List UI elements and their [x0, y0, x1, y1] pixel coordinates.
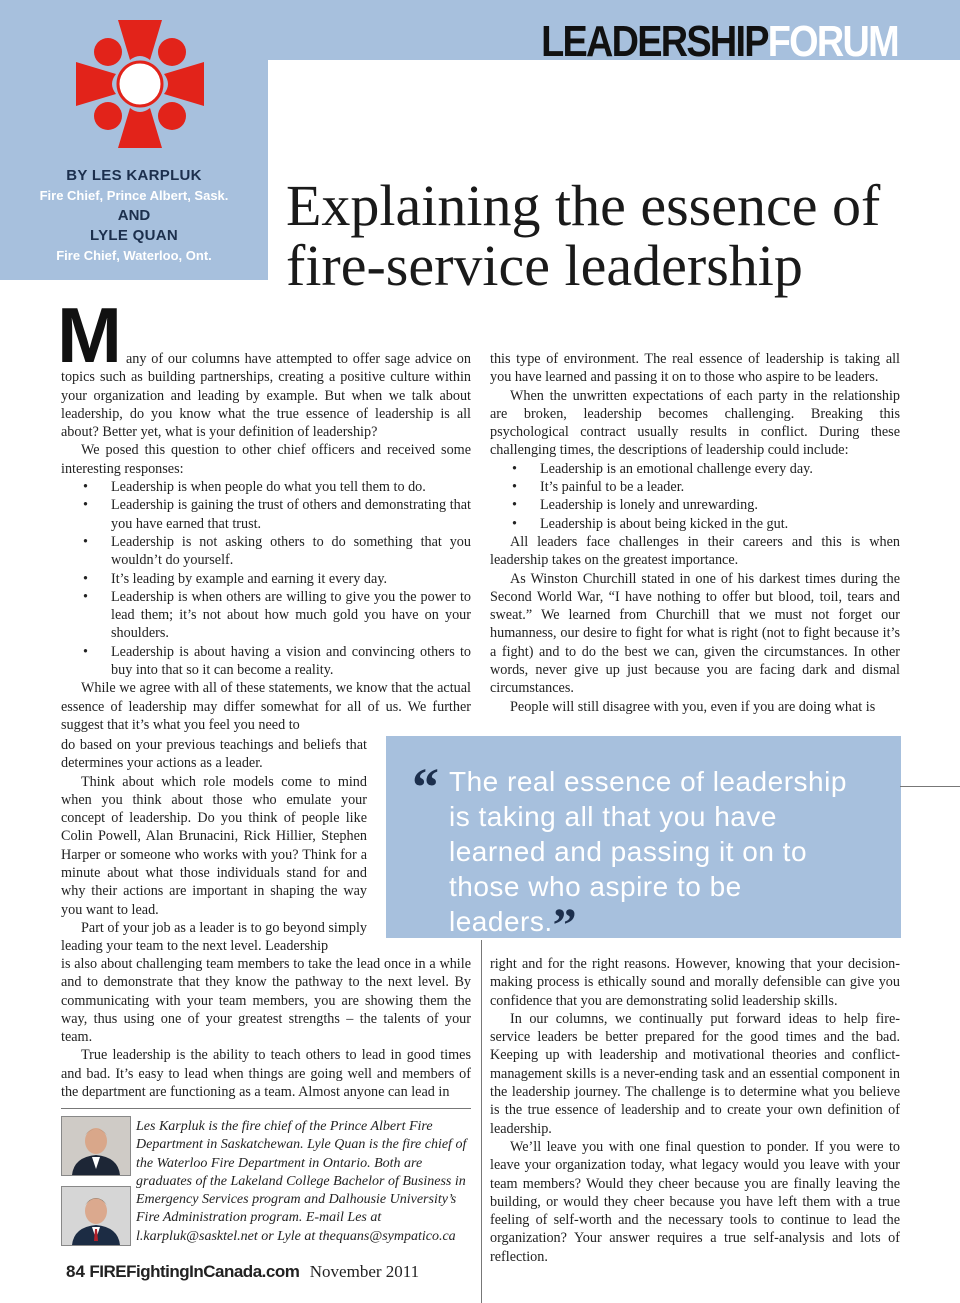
author-1-name: BY LES KARPLUK: [66, 167, 202, 184]
section-brand: [541, 18, 898, 66]
column-2-bottom: [490, 955, 900, 1266]
website-link[interactable]: FIREFightingInCanada.com: [89, 1262, 300, 1281]
byline-and: AND: [117, 207, 151, 224]
bio-text: Les Karpluk is the fire chief of the Prince Albert Fire Department in Saskatchewan. Lyle Quan is the fire chief of the Waterloo Fire Department in Ontario. Both are graduates of the Lakeland College Bachelor of Business in Emergency Services program and Dalhousie University’s Fire Administration program. E-mail Les at l.karpluk@sasktel.net or Lyle at thequans@sympatico.ca: [136, 1119, 467, 1244]
brand-leadership: LEADERSHIP: [541, 17, 768, 66]
list-item: • Leadership is when people do what you tell them to do.: [111, 478, 471, 496]
list-item: • Leadership is about being kicked in the gut.: [540, 515, 900, 533]
list-item: • Leadership is about having a vision and convincing others to buy into that so it can become a reality.: [111, 643, 471, 680]
column-2-top: [490, 350, 900, 716]
paragraph: any of our columns have attempted to offer sage advice on topics such as building partnerships, creating a positive culture within your organization and leading by example. But when we talk about leadership, do you know what the true essence of leadership is all about? Better yet, what is your definition of leadership?: [61, 351, 471, 441]
list-item: • Leadership is gaining the trust of others and demonstrating that you have earned that trust.: [111, 496, 471, 533]
column-1-top: [57, 291, 471, 734]
article-title: Explaining the essence of fire-service leadership: [286, 173, 881, 298]
paragraph: When the unwritten expectations of each party in the relationship are broken, leadership becomes challenging. Breaking this psychological contract usually results in conflict. During these challenging times, the descriptions of leadership could include:: [490, 387, 900, 459]
page-footer: [66, 1262, 419, 1282]
paragraph: True leadership is the ability to teach others to lead in good times and bad. It’s easy to lead when things are going well and members of the department are functioning as a team. Almost anyone can lead in: [61, 1047, 471, 1101]
list-item: • Leadership is when others are willing to give you the power to lead them; it’s not about how much gold you have on your shoulders.: [111, 588, 471, 643]
drop-cap: M: [57, 291, 122, 379]
paragraph: As Winston Churchill stated in one of his darkest times during the Second World War, “I have nothing to offer but blood, toil, tears and sweat.” We learned from Churchill that we must not forget our humanness, our desire to fight for what is right (not to fight because it’s a fight) and to do the best we can, given the circumstances. In other words, never give up just because you are facing dark and dismal circumstances.: [490, 570, 900, 697]
maltese-cross-icon: [72, 16, 208, 152]
pull-quote-rule: [900, 786, 960, 787]
byline: [0, 166, 268, 266]
paragraph: All leaders face challenges in their careers and this is when leadership takes on the greatest importance.: [490, 533, 900, 569]
paragraph: Think about which role models come to mind when you think about those who emulate your concept of leadership. Do you think of people like Colin Powell, Alan Brunacini, Rick Hillier, Stephen Harper or someone who works with you? Think for a minute about what those individuals stand for and why their actions are important in shaping the way you want to lead.: [61, 773, 367, 918]
paragraph: We posed this question to other chief officers and received some interesting responses:: [61, 442, 471, 477]
author-2-photo: [61, 1186, 131, 1246]
paragraph: this type of environment. The real essence of leadership is taking all you have learned and passing it on to those who aspire to be leaders.: [490, 351, 900, 386]
pull-quote: [449, 764, 869, 952]
bio-separator: [61, 1108, 471, 1109]
column-1-bottom: [61, 955, 471, 1101]
brand-forum: FORUM: [767, 17, 898, 66]
list-item: • Leadership is lonely and unrewarding.: [540, 496, 900, 514]
paragraph: is also about challenging team members to take the lead once in a while and to demonstrate that they know the pathway to the next level. By communicating with your team members, you are showing them the way, thus using one of your greatest strengths – the talents of your team.: [61, 956, 471, 1046]
column-1-narrow: [61, 736, 367, 956]
paragraph: Part of your job as a leader is to go beyond simply leading your team to the next level. Leadership: [61, 919, 367, 955]
paragraph: People will still disagree with you, even if you are doing what is: [510, 698, 876, 715]
list-item: • Leadership is not asking others to do something that you wouldn’t do yourself.: [111, 533, 471, 570]
author-2-role: Fire Chief, Waterloo, Ont.: [56, 248, 212, 263]
list-item: • Leadership is an emotional challenge every day.: [540, 460, 900, 478]
paragraph: While we agree with all of these statements, we know that the actual essence of leadership may differ somewhat for all of us. We further suggest that it’s what you feel you need to: [61, 680, 471, 733]
challenge-list: [490, 460, 900, 533]
list-item: • It’s leading by example and earning it every day.: [111, 570, 471, 588]
close-quote-mark: ”: [552, 899, 578, 952]
column-divider: [481, 940, 482, 1303]
paragraph: We’ll leave you with one final question to ponder. If you were to leave your organization today, what legacy would you leave with your team members? Would they cheer because you are finally leaving the building, or would they cheer because you have left them with a true feeling of self-worth and the necessary tools to continue to lead the organization? Your answer requires a true self-analysis and lots of reflection.: [490, 1138, 900, 1265]
author-1-role: Fire Chief, Prince Albert, Sask.: [39, 188, 229, 203]
pull-quote-text: The real essence of leadership is taking all that you have learned and passing it on to those who aspire to be leaders.: [449, 766, 847, 937]
paragraph: right and for the right reasons. However, knowing that your decision-making process is ethically sound and morally defensible can give you confidence that you are demonstrating solid leadership skills.: [490, 956, 900, 1009]
author-1-photo: [61, 1116, 131, 1176]
author-2-name: LYLE QUAN: [90, 227, 178, 244]
paragraph: In our columns, we continually put forward ideas to help fire-service leaders be better prepared for the good times and the bad. Keeping up with leadership and motivational theories and conflict-management skills is a never-ending task and an essential component in the leadership journey. The challenge is to determine what you believe is the true essence of leadership and to create your own definition of leadership.: [490, 1010, 900, 1137]
list-item: • It’s painful to be a leader.: [540, 478, 900, 496]
paragraph: do based on your previous teachings and beliefs that determines your actions as a leader.: [61, 737, 367, 772]
page-number: 84: [66, 1262, 85, 1281]
issue-date: November 2011: [309, 1262, 420, 1281]
responses-list: [61, 478, 471, 679]
open-quote-mark: “: [412, 757, 439, 817]
